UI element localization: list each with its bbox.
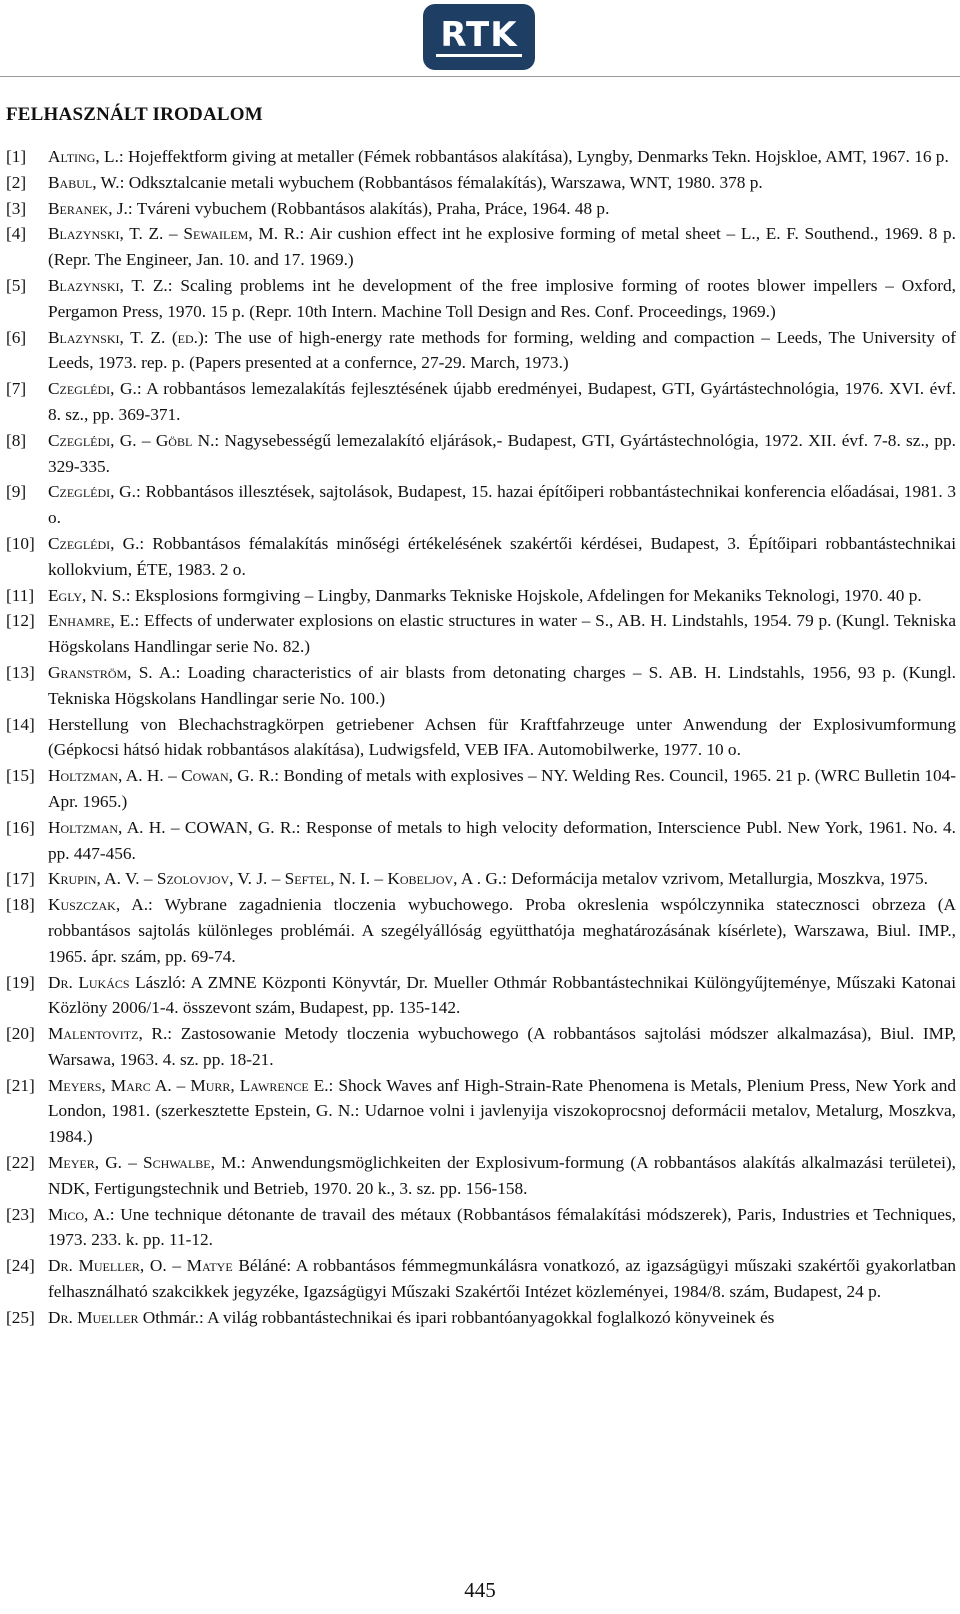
reference-number: [14] bbox=[6, 714, 35, 734]
reference-number: [21] bbox=[6, 1075, 35, 1095]
reference-number: [12] bbox=[6, 611, 35, 631]
reference-author: Babul, W.: bbox=[48, 172, 125, 192]
reference-text: The use of high-energy rate methods for forming, welding and compaction – Leeds, The University of Leeds, 1973. rep. p. (Papers presented at a confernce, 27-29. March, 1973.) bbox=[48, 327, 956, 373]
reference-text: Tváreni vybuchem (Robbantásos alakítás), Praha, Práce, 1964. 48 p. bbox=[132, 198, 610, 218]
reference-text: Zastosowanie Metody tloczenia wybuchowego (A robbantásos sajtolási módszer alkalmazása), Biul. IMP, Warsawa, 1963. 4. sz. pp. 18-21. bbox=[48, 1024, 957, 1069]
reference-author: Krupin, A. V. – Szolovjov, V. J. – Seftel, N. I. – Kobeljov, A . G.: bbox=[48, 869, 507, 889]
reference-number: [15] bbox=[6, 766, 35, 786]
page-number: 445 bbox=[464, 1578, 496, 1602]
reference-text: Shock Waves anf High-Strain-Rate Phenomena is Metals, Plenium Press, New York and London, 1981. (szerkesztette Epstein, G. N.: Udarnoe volni i javlenyija viszokoprocsnoj deformácii metalov, Metalurg, Moszkva, 1984.) bbox=[48, 1075, 956, 1147]
reference-number: [9] bbox=[6, 482, 27, 502]
reference-text: Air cushion effect int he explosive forming of metal sheet – L., E. F. Southend., 1969. 8 p. (Repr. The Engineer, Jan. 10. and 17. 1969.) bbox=[48, 224, 956, 270]
reference-text: Othmár.: A világ robbantástechnikai és ipari robbantóanyagokkal foglalkozó könyveinek és bbox=[138, 1307, 775, 1327]
reference-author: Czeglédi, G.: bbox=[48, 482, 141, 502]
reference-list bbox=[6, 144, 956, 1331]
reference-item bbox=[6, 892, 956, 969]
reference-item bbox=[6, 144, 956, 170]
reference-item bbox=[6, 763, 956, 815]
reference-item bbox=[6, 196, 956, 222]
reference-number: [1] bbox=[6, 147, 27, 166]
reference-author: Mico, A.: bbox=[48, 1204, 115, 1224]
reference-item bbox=[6, 479, 956, 531]
reference-item bbox=[6, 1253, 956, 1305]
reference-number: [4] bbox=[6, 224, 27, 244]
reference-author: Dr. Mueller, O. – Matye bbox=[48, 1256, 233, 1276]
reference-text: Effects of underwater explosions on elastic structures in water – S., AB. H. Lindstahls, 1954. 79 p. (Kungl. Tekniska Högskolans Handlingar serie No. 82.) bbox=[48, 611, 956, 657]
logo-text: RTK bbox=[436, 18, 521, 57]
reference-number: [6] bbox=[6, 327, 27, 347]
reference-item bbox=[6, 583, 956, 609]
reference-number: [13] bbox=[6, 662, 35, 682]
reference-item bbox=[6, 221, 956, 273]
reference-item bbox=[6, 428, 956, 480]
reference-item bbox=[6, 608, 956, 660]
reference-number: [19] bbox=[6, 972, 35, 992]
reference-number: [24] bbox=[6, 1256, 35, 1276]
reference-author: Kuszczak, A.: bbox=[48, 895, 153, 915]
rtk-logo bbox=[423, 4, 535, 70]
reference-author: Alting, L.: bbox=[48, 147, 124, 166]
reference-author: Granström, S. A.: bbox=[48, 662, 181, 682]
reference-author: Czeglédi, G. – Göbl N.: bbox=[48, 430, 220, 450]
reference-number: [8] bbox=[6, 430, 27, 450]
reference-text: Robbantásos fémalakítás minőségi értékelésének szakértői kérdései, Budapest, 3. Építőipari robbantástechnikai kollokvium, ÉTE, 1983. 2 o. bbox=[48, 533, 956, 579]
reference-item bbox=[6, 1073, 956, 1150]
reference-item bbox=[6, 376, 956, 428]
reference-text: László: A ZMNE Központi Könyvtár, Dr. Mueller Othmár Robbantástechnikai Különgyűjteménye, Műszaki Katonai Közlöny 2006/1-4. összevont szám, Budapest, pp. 135-142. bbox=[48, 972, 956, 1018]
reference-item bbox=[6, 660, 956, 712]
reference-author: Enhamre, E.: bbox=[48, 611, 140, 631]
header-rule bbox=[0, 76, 960, 77]
reference-number: [5] bbox=[6, 275, 27, 295]
reference-text: Robbantásos illesztések, sajtolások, Budapest, 15. hazai építőiperi robbantástechnikai konferencia előadásai, 1981. 3 o. bbox=[48, 482, 956, 528]
reference-author: Meyers, Marc A. – Murr, Lawrence E.: bbox=[48, 1075, 334, 1095]
reference-item bbox=[6, 325, 956, 377]
reference-text: Anwendungsmöglichkeiten der Explosivum-formung (A robbantásos alakítás alkalmazási területei), NDK, Fertigungstechnik und Betrieb, 1970. 20 k., 3. sz. pp. 156-158. bbox=[48, 1153, 956, 1198]
reference-author: Holtzman, A. H. – COWAN, G. R.: bbox=[48, 817, 301, 837]
reference-number: [17] bbox=[6, 869, 35, 889]
reference-text: Nagysebességű lemezalakító eljárások,- Budapest, GTI, Gyártástechnológia, 1972. XII. évf. 7-8. sz., pp. 329-335. bbox=[48, 430, 956, 476]
reference-number: [10] bbox=[6, 533, 35, 553]
reference-item bbox=[6, 273, 956, 325]
reference-item bbox=[6, 1021, 956, 1073]
reference-author: Egly, N. S.: bbox=[48, 585, 131, 605]
reference-number: [20] bbox=[6, 1024, 35, 1044]
reference-author: Beranek, J.: bbox=[48, 198, 133, 218]
reference-item bbox=[6, 970, 956, 1022]
reference-item bbox=[6, 1150, 956, 1202]
reference-text: Herstellung von Blechachstragkörpen getriebener Achsen für Kraftfahrzeuge unter Anwendung der Explosivumformung (Gépkocsi hátsó hidak robbantásos alakítása), Ludwigsfeld, VEB IFA. Automobilwerke, 1977. 10 o. bbox=[48, 714, 956, 760]
reference-item bbox=[6, 170, 956, 196]
reference-item bbox=[6, 815, 956, 867]
reference-number: [2] bbox=[6, 172, 27, 192]
reference-item bbox=[6, 1202, 956, 1254]
reference-number: [25] bbox=[6, 1307, 35, 1327]
reference-text: Eksplosions formgiving – Lingby, Danmarks Tekniske Hojskole, Afdelingen for Mekaniks Teknologi, 1970. 40 p. bbox=[130, 585, 922, 605]
reference-item bbox=[6, 1305, 956, 1331]
reference-author: Blazynski, T. Z.: bbox=[48, 275, 173, 295]
reference-text: Odksztalcanie metali wybuchem (Robbantásos fémalakítás), Warszawa, WNT, 1980. 378 p. bbox=[124, 172, 763, 192]
reference-number: [3] bbox=[6, 198, 27, 218]
reference-author: Holtzman, A. H. – Cowan, G. R.: bbox=[48, 766, 280, 786]
reference-number: [11] bbox=[6, 585, 35, 605]
reference-item bbox=[6, 866, 956, 892]
reference-item bbox=[6, 531, 956, 583]
reference-text: Hojeffektform giving at metaller (Fémek robbantásos alakítása), Lyngby, Denmarks Tekn. Hojskloe, AMT, 1967. 16 p. bbox=[123, 147, 949, 166]
reference-author: Blazynski, T. Z. (ed.): bbox=[48, 327, 209, 347]
reference-author: Blazynski, T. Z. – Sewailem, M. R.: bbox=[48, 224, 305, 244]
reference-text: Béláné: A robbantásos fémmegmunkálásra vonatkozó, az igazságügyi műszaki szakértői gyakorlatban felhasználható szakcikkek jegyzéke, Igazságügyi Műszaki Szakértői Intézet közleményei, 1984/8. szám, Budapest, 24 p. bbox=[48, 1256, 956, 1302]
reference-text: A robbantásos lemezalakítás fejlesztésének újabb eredményei, Budapest, GTI, Gyártástechnológia, 1976. XVI. évf. 8. sz., pp. 369-371. bbox=[48, 379, 956, 424]
reference-number: [22] bbox=[6, 1153, 35, 1173]
reference-author: Czeglédi, G.: bbox=[48, 533, 145, 553]
reference-author: Dr. Mueller bbox=[48, 1307, 139, 1327]
reference-author: Czeglédi, G.: bbox=[48, 379, 142, 399]
reference-text: Wybrane zagadnienia tloczenia wybuchowego. Proba okreslenia wspólczynnika statecznosci obrzeza (A robbantásos sajtolás különleges problémái. A szegélyállóság együtthatója meghatározásának kísérlete), Warszawa, Biul. IMP., 1965. ápr. szám, pp. 69-74. bbox=[48, 895, 956, 966]
reference-number: [7] bbox=[6, 379, 27, 399]
section-heading: FELHASZNÁLT IRODALOM bbox=[6, 104, 263, 125]
reference-text: Une technique détonante de travail des métaux (Robbantásos fémalakítási módszerek), Paris, Industries et Techniques, 1973. 233. k. pp. 11-12. bbox=[48, 1204, 956, 1250]
reference-text: Response of metals to high velocity deformation, Interscience Publ. New York, 1961. No. 4. pp. 447-456. bbox=[48, 817, 956, 863]
reference-text: Deformácija metalov vzrivom, Metallurgia, Moszkva, 1975. bbox=[506, 869, 929, 889]
reference-text: Bonding of metals with explosives – NY. Welding Res. Council, 1965. 21 p. (WRC Bulletin 104-Apr. 1965.) bbox=[48, 766, 956, 811]
reference-text: Loading characteristics of air blasts from detonating charges – S. AB. H. Lindstahls, 1956, 93 p. (Kungl. Tekniska Högskolans Handlingar serie No. 100.) bbox=[48, 662, 957, 708]
reference-author: Malentovitz, R.: bbox=[48, 1024, 173, 1044]
reference-text: Scaling problems int he development of the free implosive forming of rootes blower impellers – Oxford, Pergamon Press, 1970. 15 p. (Repr. 10th Intern. Machine Toll Design and Res. Conf. Proceedings, 1969.) bbox=[48, 275, 956, 321]
page-header bbox=[0, 0, 960, 78]
reference-author: Meyer, G. – Schwalbe, M.: bbox=[48, 1153, 246, 1173]
reference-item bbox=[6, 712, 956, 764]
reference-number: [16] bbox=[6, 817, 35, 837]
reference-number: [18] bbox=[6, 895, 35, 915]
reference-author: Dr. Lukács bbox=[48, 972, 130, 992]
reference-number: [23] bbox=[6, 1204, 35, 1224]
